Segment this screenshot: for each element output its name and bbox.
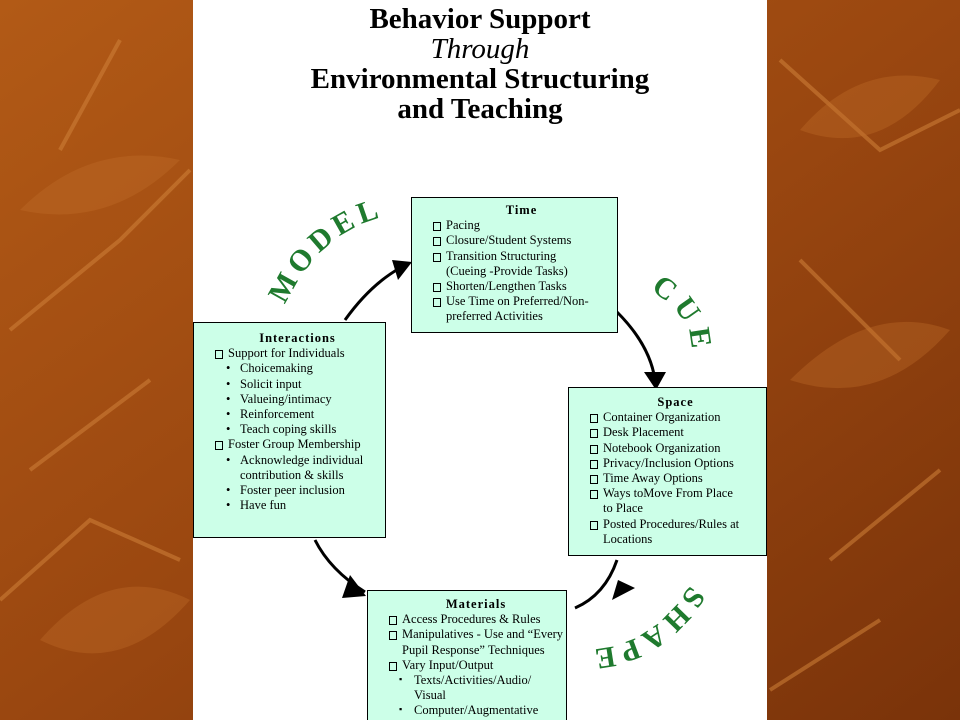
list-item: • Valueing/intimacy (214, 392, 381, 407)
label-cue: CUE (646, 268, 719, 356)
list-item: Support for Individuals (214, 346, 381, 361)
space-box (568, 387, 767, 556)
arrowhead-model (392, 260, 412, 280)
title-line-2: Through (430, 33, 530, 65)
list-item: Pacing (432, 218, 611, 233)
list-item: • Solicit input (214, 377, 381, 392)
title-line-1: Behavior Support (369, 3, 591, 35)
arrowhead-shape (612, 580, 635, 600)
list-item: ▪ Texts/Activities/Audio/ (388, 673, 564, 688)
interactions-box (193, 322, 386, 538)
list-item: • Acknowledge individual (214, 453, 381, 468)
list-item: Time Away Options (589, 471, 762, 486)
interactions-box-heading: Interactions (259, 331, 336, 345)
list-item: Container Organization (589, 410, 762, 425)
materials-box (367, 590, 567, 720)
label-shape: SHAPE (588, 581, 712, 676)
list-item: Shorten/Lengthen Tasks (432, 279, 611, 294)
time-box (411, 197, 618, 333)
list-item: Notebook Organization (589, 441, 762, 456)
cycle-arc-cue (617, 312, 655, 380)
list-item: Desk Placement (589, 425, 762, 440)
interactions-box-list (214, 346, 381, 513)
list-item: • Have fun (214, 498, 381, 513)
list-item: Transition Structuring (432, 249, 611, 264)
title-line-4: and Teaching (397, 93, 563, 125)
time-box-heading: Time (505, 203, 538, 217)
list-item: Locations (603, 531, 653, 546)
cycle-arc-left (315, 540, 365, 592)
cycle-arc-model (345, 268, 400, 320)
list-item: Visual (414, 688, 446, 703)
list-item: • Teach coping skills (214, 422, 381, 437)
list-item: (Cueing -Provide Tasks) (446, 263, 568, 278)
list-item: Use Time on Preferred/Non- (432, 294, 611, 309)
list-item: contribution & skills (240, 467, 344, 482)
list-item: Ways toMove From Place (589, 486, 762, 501)
list-item: Foster Group Membership (214, 437, 381, 452)
list-item: Closure/Student Systems (432, 233, 611, 248)
label-model: MODEL (261, 191, 387, 309)
list-item: Manipulatives - Use and “Every (388, 627, 564, 642)
list-item: Posted Procedures/Rules at (589, 517, 762, 532)
title-line-3: Environmental Structuring (310, 63, 650, 95)
list-item: • Reinforcement (214, 407, 381, 422)
list-item: Pupil Response” Techniques (402, 642, 545, 657)
list-item: ▪ Computer/Augmentative (388, 703, 564, 718)
space-box-list (589, 410, 762, 547)
list-item: preferred Activities (446, 309, 543, 324)
space-box-heading: Space (657, 395, 694, 409)
cycle-arc-shape (575, 560, 617, 608)
list-item: Vary Input/Output (388, 658, 564, 673)
list-item: • Choicemaking (214, 361, 381, 376)
materials-box-list (388, 612, 564, 718)
materials-box-heading: Materials (445, 597, 507, 611)
list-item: to Place (603, 501, 643, 516)
list-item: Access Procedures & Rules (388, 612, 564, 627)
time-box-list (432, 218, 611, 324)
list-item: Privacy/Inclusion Options (589, 456, 762, 471)
list-item: • Foster peer inclusion (214, 483, 381, 498)
